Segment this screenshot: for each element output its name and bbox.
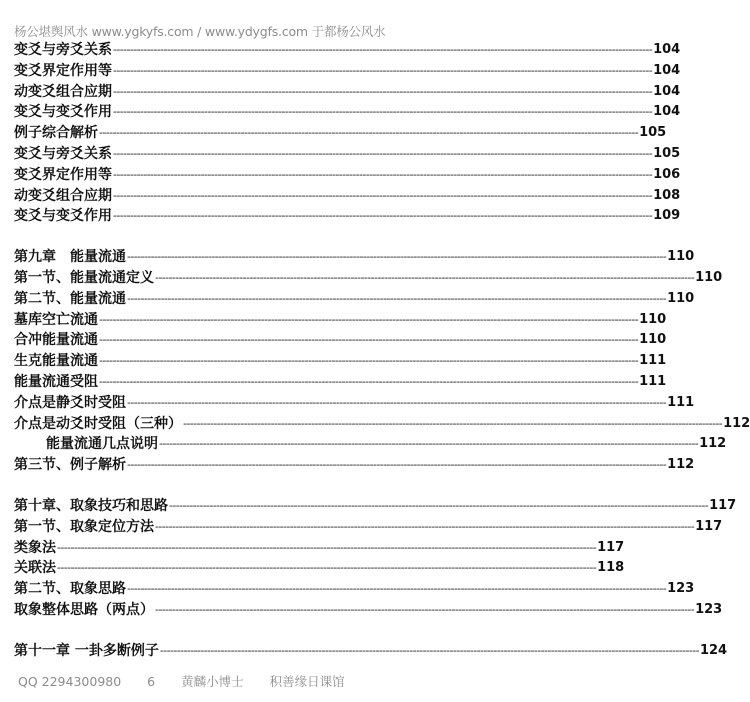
dot-leader: ---------------------------------------------------------------------------------------------------------------------------------------------------------------- <box>169 498 709 512</box>
toc-entry-page: 104 <box>653 42 681 57</box>
toc-entry-title: 第十章、取象技巧和思路 <box>14 497 168 514</box>
dot-leader: ---------------------------------------------------------------------------------------------------------------------------------------------------------------- <box>155 519 695 533</box>
toc-entry[interactable] <box>14 310 667 331</box>
toc-entry-title: 第三节、例子解析 <box>14 457 126 474</box>
toc-entry-page: 104 <box>653 83 681 99</box>
toc-entry-page: 105 <box>653 145 681 161</box>
toc-entry-title: 变爻界定作用等 <box>14 166 112 183</box>
dot-leader: ---------------------------------------------------------------------------------------------------------------------------------------------------------------- <box>155 270 695 284</box>
dot-leader: ---------------------------------------------------------------------------------------------------------------------------------------------------------------- <box>113 209 653 223</box>
toc-entry-title: 能量流通受阻 <box>14 373 98 390</box>
toc-entry-title: 介点是静爻时受阻 <box>14 394 126 411</box>
dot-leader: ---------------------------------------------------------------------------------------------------------------------------------------------------------------- <box>113 188 653 202</box>
toc-entry-title: 墓库空亡流通 <box>14 311 98 328</box>
toc-entry-page: 124 <box>699 642 728 658</box>
toc-entry-title: 例子综合解析 <box>14 125 98 142</box>
dot-leader: ---------------------------------------------------------------------------------------------------------------------------------------------------------------- <box>57 561 597 575</box>
toc-entry-page: 109 <box>653 208 681 224</box>
toc-entry-page: 110 <box>667 290 695 306</box>
dot-leader: ---------------------------------------------------------------------------------------------------------------------------------------------------------------- <box>159 437 699 451</box>
dot-leader: ---------------------------------------------------------------------------------------------------------------------------------------------------------------- <box>127 582 667 596</box>
toc-entry-page: 110 <box>667 249 695 265</box>
dot-leader: ---------------------------------------------------------------------------------------------------------------------------------------------------------------- <box>99 354 639 368</box>
toc-entry[interactable] <box>14 579 695 600</box>
page-footer <box>18 672 478 690</box>
toc-entry-page: 112 <box>723 415 750 431</box>
toc-entry-title: 关联法 <box>14 560 56 577</box>
dot-leader: ---------------------------------------------------------------------------------------------------------------------------------------------------------------- <box>113 43 653 56</box>
toc-entry-page: 123 <box>667 581 695 597</box>
toc-entry[interactable] <box>14 186 681 207</box>
toc-entry-title: 动变爻组合应期 <box>14 83 112 100</box>
toc-entry-page: 118 <box>597 560 625 576</box>
toc-entry[interactable] <box>14 434 727 455</box>
toc-entry-page: 123 <box>695 601 723 617</box>
toc-entry[interactable] <box>14 393 695 414</box>
toc-entry[interactable] <box>14 61 681 82</box>
toc-entry-title: 第九章 能量流通 <box>14 249 126 266</box>
toc-entry-title: 第二节、能量流通 <box>14 290 126 307</box>
toc-entry[interactable] <box>14 641 728 662</box>
toc-entry[interactable] <box>14 206 681 227</box>
toc-entry-title: 类象法 <box>14 539 56 556</box>
toc-entry-title: 能量流通几点说明 <box>46 436 158 453</box>
dot-leader: ---------------------------------------------------------------------------------------------------------------------------------------------------------------- <box>127 291 667 305</box>
dot-leader: ---------------------------------------------------------------------------------------------------------------------------------------------------------------- <box>127 395 667 409</box>
dot-leader: ---------------------------------------------------------------------------------------------------------------------------------------------------------------- <box>183 416 723 430</box>
toc-entry-page: 110 <box>639 311 667 327</box>
toc-entry-title: 第二节、取象思路 <box>14 581 126 598</box>
toc-entry[interactable] <box>14 414 750 435</box>
toc-entry-page: 110 <box>639 332 667 348</box>
footer-course: 积善缘日课馆 <box>269 674 345 689</box>
footer-page-number: 6 <box>147 674 156 689</box>
toc-entry-page: 104 <box>653 104 681 120</box>
toc-entry[interactable] <box>14 372 667 393</box>
dot-leader: ---------------------------------------------------------------------------------------------------------------------------------------------------------------- <box>99 374 639 388</box>
dot-leader: ---------------------------------------------------------------------------------------------------------------------------------------------------------------- <box>113 146 653 160</box>
dot-leader: ---------------------------------------------------------------------------------------------------------------------------------------------------------------- <box>57 540 597 554</box>
section-gap <box>14 621 482 641</box>
dot-leader: ---------------------------------------------------------------------------------------------------------------------------------------------------------------- <box>159 643 699 657</box>
dot-leader: ---------------------------------------------------------------------------------------------------------------------------------------------------------------- <box>127 458 667 472</box>
toc-entry-title: 合冲能量流通 <box>14 332 98 349</box>
toc-entry[interactable] <box>14 165 681 186</box>
toc-entry-title: 变爻与旁爻关系 <box>14 145 112 162</box>
dot-leader: ---------------------------------------------------------------------------------------------------------------------------------------------------------------- <box>113 84 653 98</box>
toc-entry[interactable] <box>14 330 667 351</box>
toc-entry-page: 112 <box>667 457 695 473</box>
dot-leader: ---------------------------------------------------------------------------------------------------------------------------------------------------------------- <box>99 126 639 140</box>
toc-entry[interactable] <box>14 496 737 517</box>
toc-entry-title: 第一节、取象定位方法 <box>14 518 154 535</box>
toc-entry[interactable] <box>14 600 723 621</box>
toc-entry-title: 变爻界定作用等 <box>14 62 112 79</box>
toc-entry-title: 变爻与变爻作用 <box>14 104 112 121</box>
toc-entry[interactable] <box>14 558 625 579</box>
toc-entry-page: 111 <box>639 353 667 369</box>
dot-leader: ---------------------------------------------------------------------------------------------------------------------------------------------------------------- <box>113 167 653 181</box>
toc-entry-title: 生克能量流通 <box>14 353 98 370</box>
footer-qq: QQ 2294300980 <box>18 674 122 689</box>
toc-entry-page: 108 <box>653 187 681 203</box>
footer-author: 黄麟小博士 <box>181 674 244 689</box>
toc-entry[interactable] <box>14 247 695 268</box>
section-gap <box>14 227 482 247</box>
toc-entry[interactable] <box>14 538 625 559</box>
toc-entry-title: 变爻与变爻作用 <box>14 208 112 225</box>
toc-entry[interactable] <box>14 517 723 538</box>
toc-entry[interactable] <box>14 351 667 372</box>
toc-entry-page: 106 <box>653 166 681 182</box>
dot-leader: ---------------------------------------------------------------------------------------------------------------------------------------------------------------- <box>113 105 653 119</box>
toc-entry-title: 第十一章 一卦多断例子 <box>14 642 159 659</box>
toc-entry-title: 第一节、能量流通定义 <box>14 269 154 286</box>
toc-entry-page: 117 <box>597 539 625 555</box>
toc-entry-page: 117 <box>695 518 723 534</box>
section-gap <box>14 476 482 496</box>
toc-entry[interactable] <box>14 40 681 61</box>
toc-entry[interactable] <box>14 144 681 165</box>
toc-entry[interactable] <box>14 268 723 289</box>
table-of-contents <box>14 40 750 662</box>
toc-entry-page: 110 <box>695 269 723 285</box>
toc-entry-title: 取象整体思路（两点） <box>14 601 154 618</box>
toc-entry-page: 111 <box>639 373 667 389</box>
toc-entry-title: 变爻与旁爻关系 <box>14 42 112 58</box>
dot-leader: ---------------------------------------------------------------------------------------------------------------------------------------------------------------- <box>155 602 695 616</box>
dot-leader: ---------------------------------------------------------------------------------------------------------------------------------------------------------------- <box>99 333 639 347</box>
toc-entry-page: 105 <box>639 125 667 141</box>
dot-leader: ---------------------------------------------------------------------------------------------------------------------------------------------------------------- <box>99 312 639 326</box>
toc-entry-page: 104 <box>653 62 681 78</box>
toc-entry-title: 介点是动爻时受阻（三种） <box>14 415 182 432</box>
page-header: 杨公堪舆风水 www.ygkyfs.com / www.ydygfs.com 于都杨公风水 <box>14 24 386 39</box>
dot-leader: ---------------------------------------------------------------------------------------------------------------------------------------------------------------- <box>113 63 653 77</box>
toc-entry-page: 111 <box>667 394 695 410</box>
toc-entry[interactable] <box>14 455 695 476</box>
dot-leader: ---------------------------------------------------------------------------------------------------------------------------------------------------------------- <box>127 250 667 264</box>
toc-entry-page: 112 <box>699 436 727 452</box>
toc-entry-page: 117 <box>709 497 737 513</box>
toc-entry[interactable] <box>14 123 667 144</box>
toc-entry[interactable] <box>14 102 681 123</box>
toc-entry-title: 动变爻组合应期 <box>14 187 112 204</box>
toc-entry[interactable] <box>14 82 681 103</box>
toc-entry[interactable] <box>14 289 695 310</box>
